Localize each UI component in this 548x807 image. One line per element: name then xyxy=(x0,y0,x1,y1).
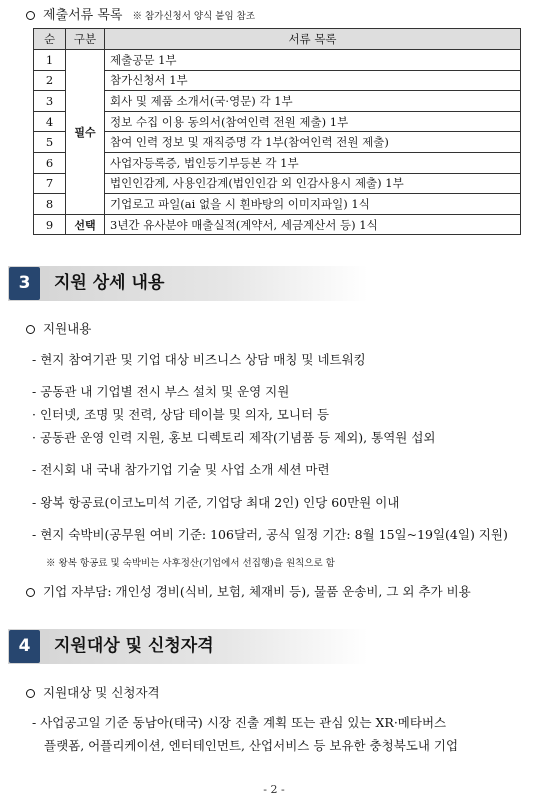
eligibility-line-1: - 사업공고일 기준 동남아(태국) 시장 진출 계획 또는 관심 있는 XR·메타버스 xyxy=(32,715,447,730)
section-3-number: 3 xyxy=(9,267,40,300)
row-num: 9 xyxy=(34,214,66,235)
table-row xyxy=(34,173,521,194)
self-pay-line xyxy=(26,582,471,600)
eligibility-heading xyxy=(26,683,160,701)
row-num: 4 xyxy=(34,111,66,132)
circle-bullet-icon xyxy=(26,689,35,698)
table-row xyxy=(34,132,521,153)
table-row xyxy=(34,194,521,215)
row-item: 법인인감계, 사용인감계(법인인감 외 인감사용시 제출) 1부 xyxy=(105,173,521,194)
submit-docs-title xyxy=(26,4,255,23)
circle-bullet-icon xyxy=(26,11,35,20)
eligibility-line-2: 플랫폼, 어플리케이션, 엔터테인먼트, 산업서비스 등 보유한 충청북도내 기업 xyxy=(44,738,459,753)
category-required: 필수 xyxy=(66,50,105,215)
support-footnote: ※ 왕복 항공료 및 숙박비는 사후정산(기업에서 선집행)을 원칙으로 함 xyxy=(46,558,335,569)
section-4-title: 지원대상 및 신청자격 xyxy=(54,636,214,656)
row-item: 기업로고 파일(ai 없을 시 흰바탕의 이미지파일) 1식 xyxy=(105,194,521,215)
support-content-heading-text: 지원내용 xyxy=(43,321,92,336)
table-row xyxy=(34,70,521,91)
support-line-5: - 전시회 내 국내 참가기업 기술 및 사업 소개 세션 마련 xyxy=(32,462,330,477)
row-item: 정보 수집 이용 동의서(참여인력 전원 제출) 1부 xyxy=(105,111,521,132)
self-pay-text: 기업 자부담: 개인성 경비(식비, 보험, 체재비 등), 물품 운송비, 그 외 추가 비용 xyxy=(43,584,471,599)
submit-docs-title-text: 제출서류 목록 xyxy=(43,8,123,23)
table-row xyxy=(34,111,521,132)
submit-docs-note: ※ 참가신청서 양식 붙임 참조 xyxy=(132,11,256,22)
support-line-1: - 현지 참여기관 및 기업 대상 비즈니스 상담 매칭 및 네트워킹 xyxy=(32,352,366,367)
row-num: 1 xyxy=(34,50,66,71)
row-num: 5 xyxy=(34,132,66,153)
header-num: 순 xyxy=(34,29,66,50)
circle-bullet-icon xyxy=(26,588,35,597)
table-row xyxy=(34,91,521,112)
support-line-3: · 인터넷, 조명 및 전력, 상담 테이블 및 의자, 모니터 등 xyxy=(32,407,330,422)
row-num: 7 xyxy=(34,173,66,194)
support-line-4: · 공동관 운영 인력 지원, 홍보 디렉토리 제작(기념품 등 제외), 통역원 섭외 xyxy=(32,430,436,445)
section-4-number: 4 xyxy=(9,630,40,663)
row-item: 회사 및 제품 소개서(국·영문) 각 1부 xyxy=(105,91,521,112)
support-content-heading xyxy=(26,319,91,337)
table-row xyxy=(34,50,521,71)
circle-bullet-icon xyxy=(26,325,35,334)
support-line-2: - 공동관 내 기업별 전시 부스 설치 및 운영 지원 xyxy=(32,384,290,399)
row-item: 참여 인력 정보 및 재직증명 각 1부(참여인력 전원 제출) xyxy=(105,132,521,153)
row-item: 사업자등록증, 법인등기부등본 각 1부 xyxy=(105,152,521,173)
table-header-row xyxy=(34,29,521,50)
submit-docs-table xyxy=(33,28,521,235)
section-3-header xyxy=(8,266,368,301)
row-item: 3년간 유사분야 매출실적(계약서, 세금계산서 등) 1식 xyxy=(105,214,521,235)
table-row xyxy=(34,214,521,235)
header-category: 구분 xyxy=(66,29,105,50)
row-item: 참가신청서 1부 xyxy=(105,70,521,91)
section-3-title: 지원 상세 내용 xyxy=(54,273,165,293)
row-num: 6 xyxy=(34,152,66,173)
row-num: 2 xyxy=(34,70,66,91)
support-line-7: - 현지 숙박비(공무원 여비 기준: 106달러, 공식 일정 기간: 8월 15일~19일(4일) 지원) xyxy=(32,527,508,542)
category-optional: 선택 xyxy=(66,214,105,235)
row-num: 8 xyxy=(34,194,66,215)
support-line-6: - 왕복 항공료(이코노미석 기준, 기업당 최대 2인) 인당 60만원 이내 xyxy=(32,495,400,510)
row-num: 3 xyxy=(34,91,66,112)
row-item: 제출공문 1부 xyxy=(105,50,521,71)
eligibility-heading-text: 지원대상 및 신청자격 xyxy=(43,685,160,700)
header-docs: 서류 목록 xyxy=(105,29,521,50)
page-number: - 2 - xyxy=(263,783,285,796)
table-row xyxy=(34,152,521,173)
section-4-header xyxy=(8,629,368,664)
